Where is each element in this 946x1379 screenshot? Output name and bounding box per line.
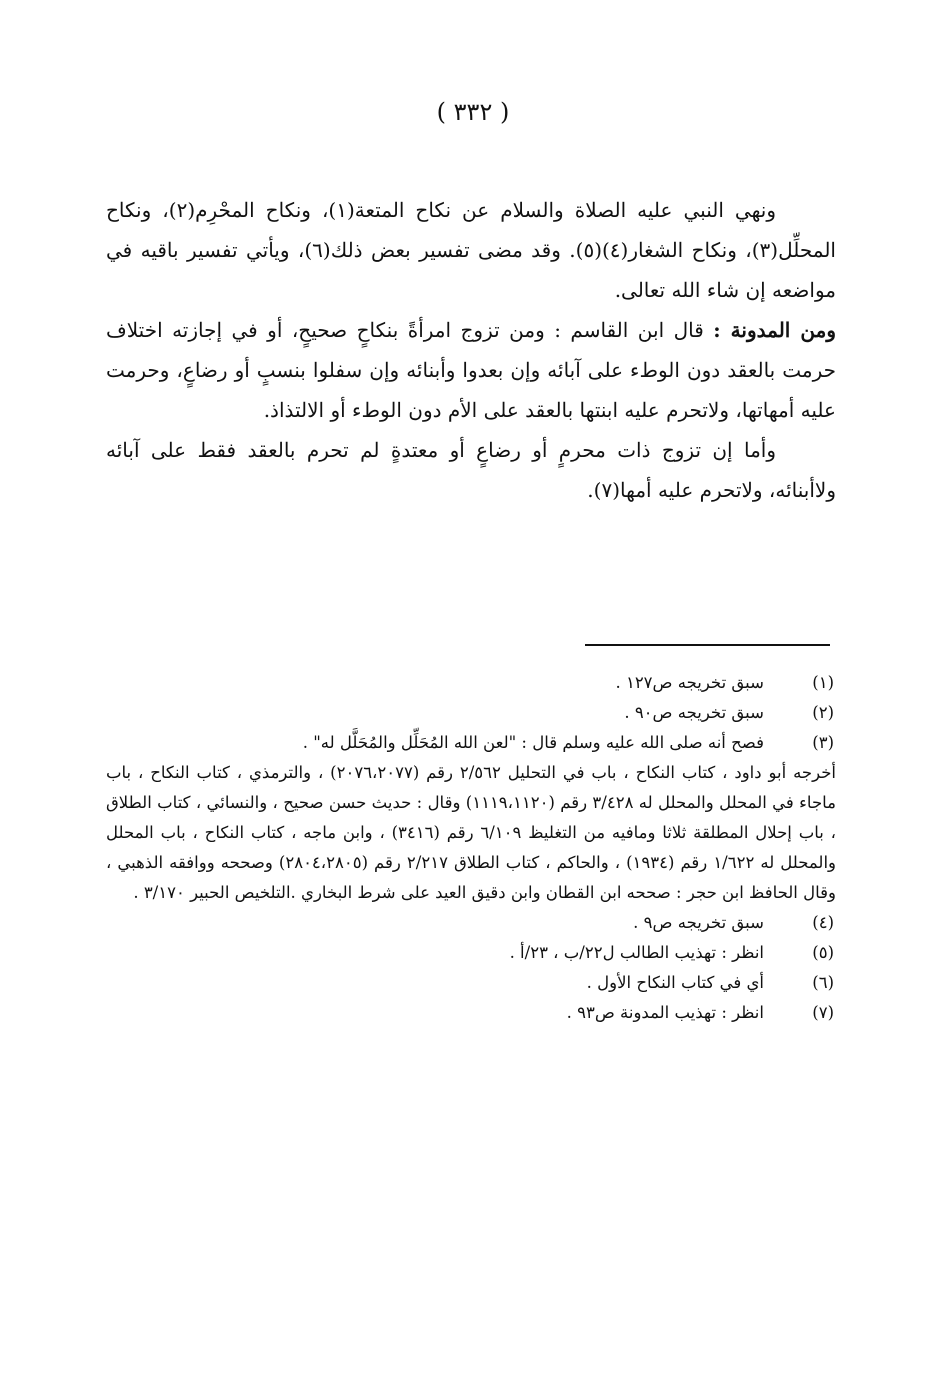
footnote-6: [106, 968, 836, 998]
footnotes: [106, 668, 836, 1028]
footnote-1: [106, 668, 836, 698]
footnote-text: فصح أنه صلى الله عليه وسلم قال : "لعن الله المُحَلِّل والمُحَلَّل له" .: [302, 733, 764, 752]
footnote-text: سبق تخريجه ص٩٠ .: [624, 703, 764, 722]
footnote-number: (٦): [812, 973, 834, 992]
footnote-number: (٤): [812, 913, 834, 932]
footnote-5: [106, 938, 836, 968]
footnote-number: (٣): [812, 733, 834, 752]
paragraph-2-lead: ومن المدونة :: [713, 318, 836, 342]
footnote-text: انظر : تهذيب الطالب ل٢٢/ب ، ٢٣/أ .: [509, 943, 764, 962]
footnote-number: (١): [812, 673, 834, 692]
paragraph-2-text: قال ابن القاسم : ومن تزوج امرأةً بنكاحٍ صحيحٍ، أو في إجازته اختلاف حرمت بالعقد دون الوطء على آبائه وإن بعدوا وأبنائه وإن سفلوا بنسبٍ أو رضاعٍ، وحرمت عليه أمهاتها، ولاتحرم عليه ابنتها بالعقد على الأم دون الوطء أو الالتذاذ.: [106, 318, 836, 422]
paragraph-2: [106, 310, 836, 430]
page-number: ( ٣٣٢ ): [436, 98, 510, 126]
footnote-7: [106, 998, 836, 1028]
footnote-2: [106, 698, 836, 728]
paragraph-1: ونهي النبي عليه الصلاة والسلام عن نكاح المتعة(١)، ونكاح المحْرِم(٢)، ونكاح المحلِّل(٣)، ونكاح الشغار(٤)(٥). وقد مضى تفسير بعض ذلك(٦)، ويأتي تفسير باقيه في مواضعه إن شاء الله تعالى.: [106, 198, 836, 302]
footnote-divider: [585, 644, 830, 646]
footnote-3-continuation: أخرجه أبو داود ، كتاب النكاح ، باب في التحليل ٢/٥٦٢ رقم (٢٠٧٦،٢٠٧٧) ، والترمذي ، كتاب النكاح ، باب ماجاء في المحلل والمحلل له ٣/٤٢٨ رقم (١١١٩،١١٢٠) وقال : حديث حسن صحيح ، والنسائي ، كتاب الطلاق ، باب إحلال المطلقة ثلاثا ومافيه من التغليظ ٦/١٠٩ رقم (٣٤١٦) ، وابن ماجه ، كتاب النكاح ، باب المحلل والمحلل له ١/٦٢٢ رقم (١٩٣٤) ، والحاكم ، كتاب الطلاق ٢/٢١٧ رقم (٢٨٠٤،٢٨٠٥) وصححه ووافقه الذهبي ، وقال الحافظ ابن حجر : صححه ابن القطان وابن دقيق العيد على شرط البخاري .التلخيص الحبير ٣/١٧٠ .: [106, 763, 837, 902]
footnote-3: [106, 728, 836, 758]
paragraph-3: وأما إن تزوج ذات محرمٍ أو رضاعٍ أو معتدةٍ لم تحرم بالعقد فقط على آبائه ولاأبنائه، ولاتحرم عليه أمها(٧).: [106, 438, 836, 502]
footnote-text: سبق تخريجه ص٩ .: [633, 913, 764, 932]
footnote-text: انظر : تهذيب المدونة ص٩٣ .: [566, 1003, 764, 1022]
main-text: [106, 190, 836, 510]
footnote-number: (٢): [812, 703, 834, 722]
footnote-4: [106, 908, 836, 938]
footnote-text: سبق تخريجه ص١٢٧ .: [615, 673, 764, 692]
footnote-number: (٥): [812, 943, 834, 962]
footnote-number: (٧): [812, 1003, 834, 1022]
footnote-text: أي في كتاب النكاح الأول .: [586, 973, 764, 992]
